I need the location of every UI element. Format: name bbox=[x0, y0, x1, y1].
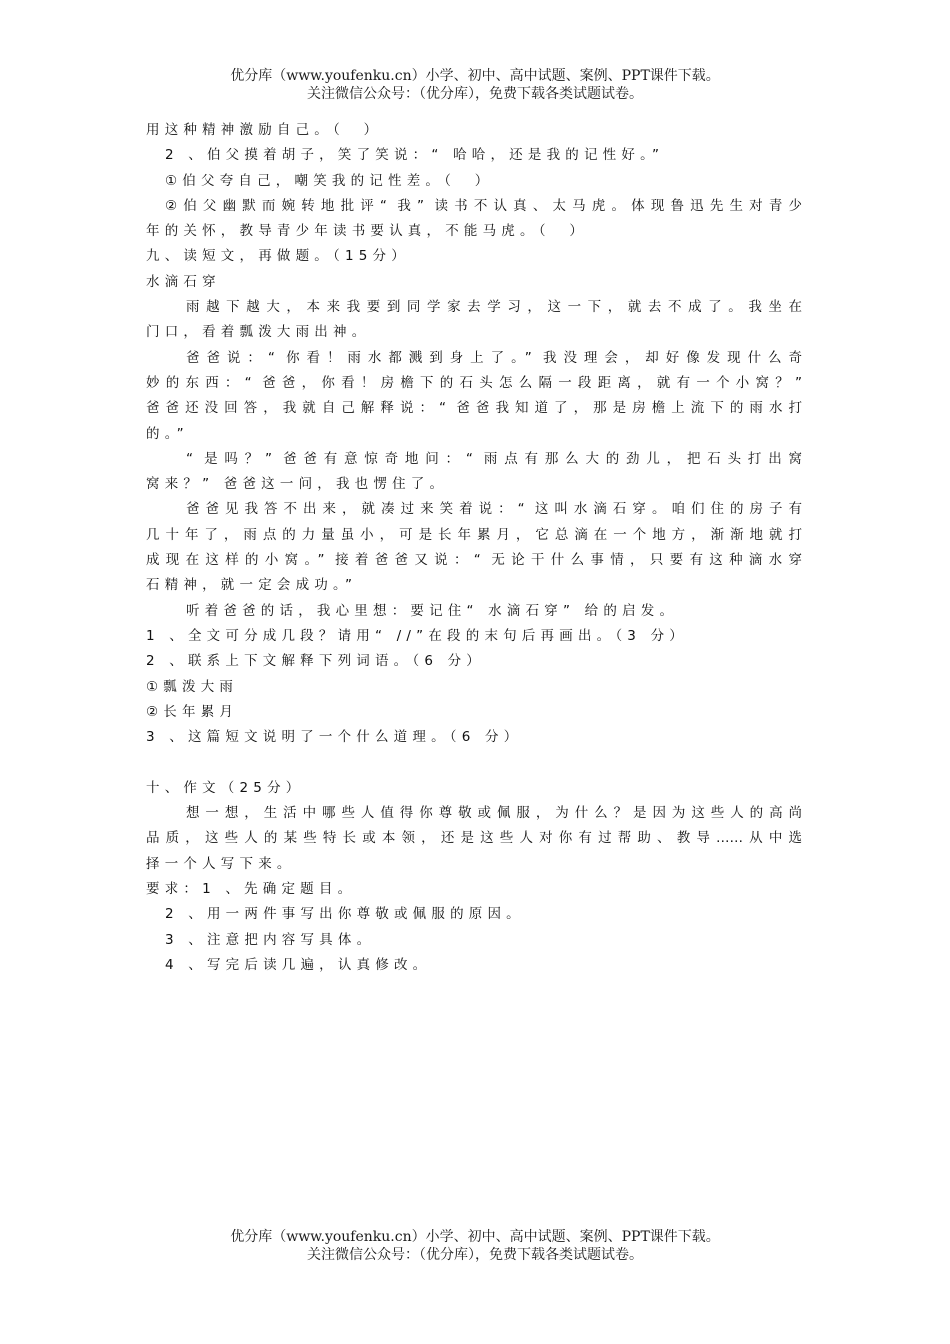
header-line-2: 关注微信公众号：（优分库），免费下载各类试题试卷。 bbox=[307, 86, 643, 102]
requirement-item: 3 、注意把内容写具体。 bbox=[165, 931, 376, 948]
page-header bbox=[0, 67, 950, 103]
passage-line: 听着爸爸的话，我心里想：要记住“ 水滴石穿” 给的启发。 bbox=[186, 602, 679, 619]
passage-line: 雨越下越大，本来我要到同学家去学习，这一下，就去不成了。我坐在 bbox=[186, 299, 802, 316]
question-item: 2 、伯父摸着胡子，笑了笑说：“ 哈哈，还是我的记性好。” bbox=[165, 147, 665, 164]
document-body bbox=[146, 118, 802, 978]
requirement-item: 要求：1 、先确定题目。 bbox=[146, 880, 357, 897]
question-item: 2 、联系上下文解释下列词语。（6 分） bbox=[146, 653, 486, 670]
prompt-line: 品质，这些人的某些特长或本领，还是这些人对你有过帮助、教导……从中选 bbox=[146, 830, 802, 847]
passage-line: 爸爸还没回答，我就自己解释说：“ 爸爸我知道了，那是房檐上流下的雨水打 bbox=[146, 400, 802, 417]
section-heading: 十、作文（25分） bbox=[146, 779, 305, 796]
passage-line: 窝来？” 爸爸这一问，我也愣住了。 bbox=[146, 476, 449, 493]
passage-line: 成现在这样的小窝。” 接着爸爸又说：“ 无论干什么事情，只要有这种滴水穿 bbox=[146, 552, 802, 569]
text-line: 年的关怀，教导青少年读书要认真，不能马虎。（ ） bbox=[146, 223, 589, 240]
option-item: ②伯父幽默而婉转地批评“ 我” 读书不认真、太马虎。体现鲁迅先生对青少 bbox=[165, 197, 802, 214]
passage-line: 爸爸说：“ 你看！雨水都溅到身上了。” 我没理会，却好像发现什么奇 bbox=[186, 349, 802, 366]
footer-line-2: 关注微信公众号：（优分库），免费下载各类试题试卷。 bbox=[307, 1247, 643, 1263]
requirement-item: 2 、用一两件事写出你尊敬或佩服的原因。 bbox=[165, 906, 525, 923]
page-footer bbox=[0, 1228, 950, 1264]
term-item: ①瓢泼大雨 bbox=[146, 678, 239, 695]
passage-line: 的。” bbox=[146, 425, 189, 442]
text-line: 用这种精神激励自己。（ ） bbox=[146, 122, 383, 138]
prompt-line: 择一个人写下来。 bbox=[146, 855, 296, 872]
requirement-item: 4 、写完后读几遍，认真修改。 bbox=[165, 956, 432, 973]
header-line-1: 优分库（www.youfenku.cn）小学、初中、高中试题、案例、PPT课件下载。 bbox=[230, 68, 720, 84]
passage-line: 爸爸见我答不出来，就凑过来笑着说：“ 这叫水滴石穿。咱们住的房子有 bbox=[186, 501, 802, 518]
term-item: ②长年累月 bbox=[146, 703, 239, 720]
passage-line: “ 是吗？” 爸爸有意惊奇地问：“ 雨点有那么大的劲儿，把石头打出窝 bbox=[186, 450, 802, 467]
question-item: 3 、这篇短文说明了一个什么道理。（6 分） bbox=[146, 729, 523, 746]
option-item: ①伯父夸自己，嘲笑我的记性差。（ ） bbox=[165, 172, 494, 189]
passage-line: 妙的东西：“ 爸爸，你看！房檐下的石头怎么隔一段距离，就有一个小窝？” bbox=[146, 374, 802, 391]
passage-line: 几十年了，雨点的力量虽小，可是长年累月，它总滴在一个地方，渐渐地就打 bbox=[146, 526, 802, 543]
passage-line: 门口，看着瓢泼大雨出神。 bbox=[146, 324, 371, 341]
section-heading: 九、读短文，再做题。（15分） bbox=[146, 248, 410, 265]
blank-line bbox=[146, 750, 802, 775]
prompt-line: 想一想，生活中哪些人值得你尊敬或佩服，为什么？是因为这些人的高尚 bbox=[186, 805, 802, 822]
passage-title: 水滴石穿 bbox=[146, 273, 221, 290]
passage-line: 石精神，就一定会成功。” bbox=[146, 577, 358, 594]
question-item: 1 、全文可分成几段？请用“ //”在段的末句后再画出。（3 分） bbox=[146, 627, 688, 644]
footer-line-1: 优分库（www.youfenku.cn）小学、初中、高中试题、案例、PPT课件下载。 bbox=[230, 1229, 720, 1245]
